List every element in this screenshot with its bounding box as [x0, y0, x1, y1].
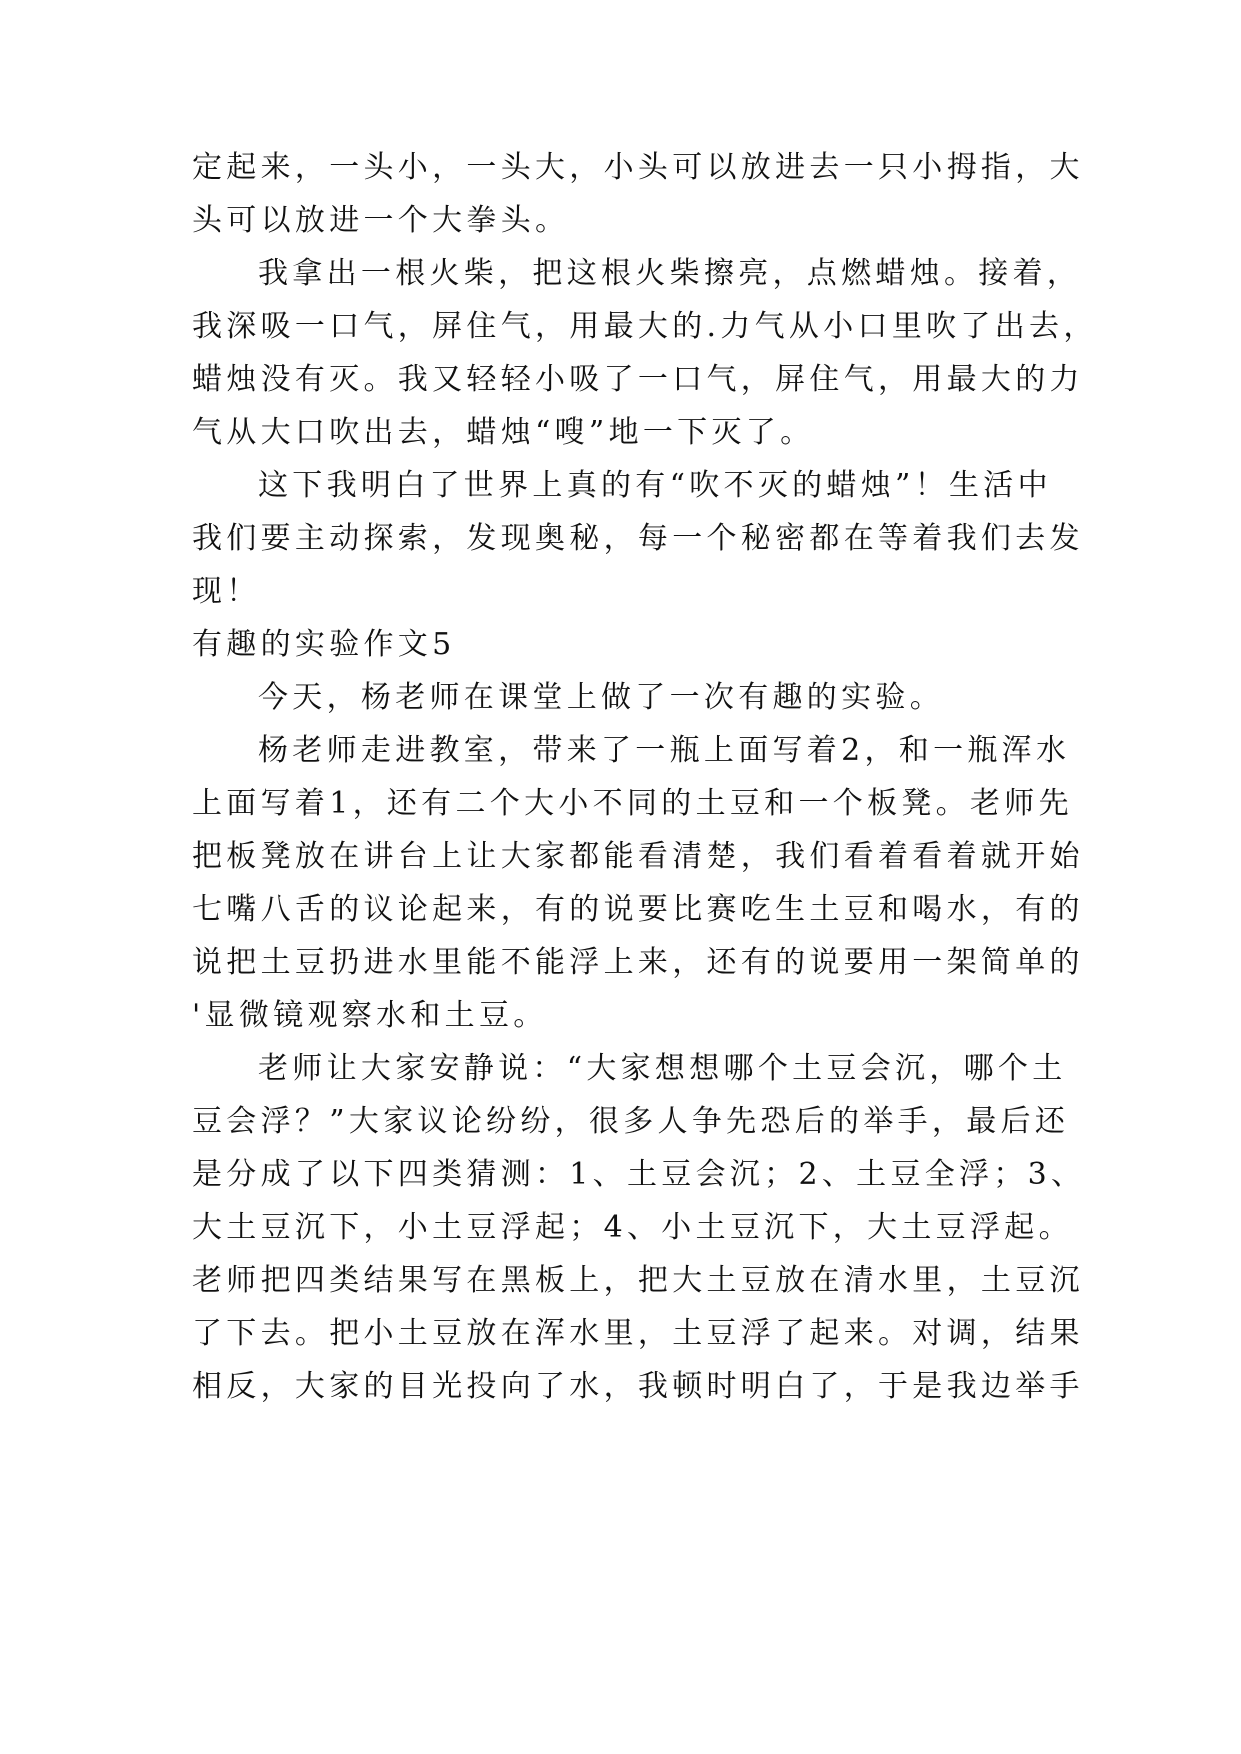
text-line: 是分成了以下四类猜测：1、土豆会沉；2、土豆全浮；3、 — [192, 1157, 1086, 1192]
paragraph-start-line: 这下我明白了世界上真的有“吹不灭的蜡烛”！生活中 — [258, 468, 1052, 503]
paragraph-start-line: 杨老师走进教室，带来了一瓶上面写着2，和一瓶浑水 — [258, 733, 1071, 768]
paragraph-start-line: 今天，杨老师在课堂上做了一次有趣的实验。 — [258, 680, 944, 715]
text-line: 说把土豆扔进水里能不能浮上来，还有的说要用一架简单的 — [192, 945, 1084, 980]
text-line: 了下去。把小土豆放在浑水里，土豆浮了起来。对调，结果 — [192, 1316, 1084, 1351]
paragraph-start-line: 老师让大家安静说：“大家想想哪个土豆会沉，哪个土 — [258, 1051, 1067, 1086]
text-line: 豆会浮？”大家议论纷纷，很多人争先恐后的举手，最后还 — [192, 1104, 1070, 1139]
text-line: 我们要主动探索，发现奥秘，每一个秘密都在等着我们去发 — [192, 521, 1084, 556]
section-heading: 有趣的实验作文5 — [192, 627, 456, 662]
text-line: 头可以放进一个大拳头。 — [192, 203, 570, 238]
text-line: 七嘴八舌的议论起来，有的说要比赛吃生土豆和喝水，有的 — [192, 892, 1084, 927]
text-line: 气从大口吹出去，蜡烛“嗖”地一下灭了。 — [192, 415, 815, 450]
text-line: 我深吸一口气，屏住气，用最大的.力气从小口里吹了出去， — [192, 309, 1098, 344]
text-line: 把板凳放在讲台上让大家都能看清楚，我们看着看着就开始 — [192, 839, 1084, 874]
paragraph-start-line: 我拿出一根火柴，把这根火柴擦亮，点燃蜡烛。接着， — [258, 256, 1082, 291]
text-line: 定起来，一头小，一头大，小头可以放进去一只小拇指，大 — [192, 150, 1084, 185]
text-line: 大土豆沉下，小土豆浮起；4、小土豆沉下，大土豆浮起。 — [192, 1210, 1073, 1245]
text-line: 蜡烛没有灭。我又轻轻小吸了一口气，屏住气，用最大的力 — [192, 362, 1084, 397]
text-line: 相反，大家的目光投向了水，我顿时明白了，于是我边举手 — [192, 1369, 1084, 1404]
text-line: 上面写着1，还有二个大小不同的土豆和一个板凳。老师先 — [192, 786, 1073, 821]
text-line: '显微镜观察水和土豆。 — [192, 998, 548, 1033]
text-line: 现！ — [192, 574, 261, 609]
text-line: 老师把四类结果写在黑板上，把大土豆放在清水里，土豆沉 — [192, 1263, 1084, 1298]
